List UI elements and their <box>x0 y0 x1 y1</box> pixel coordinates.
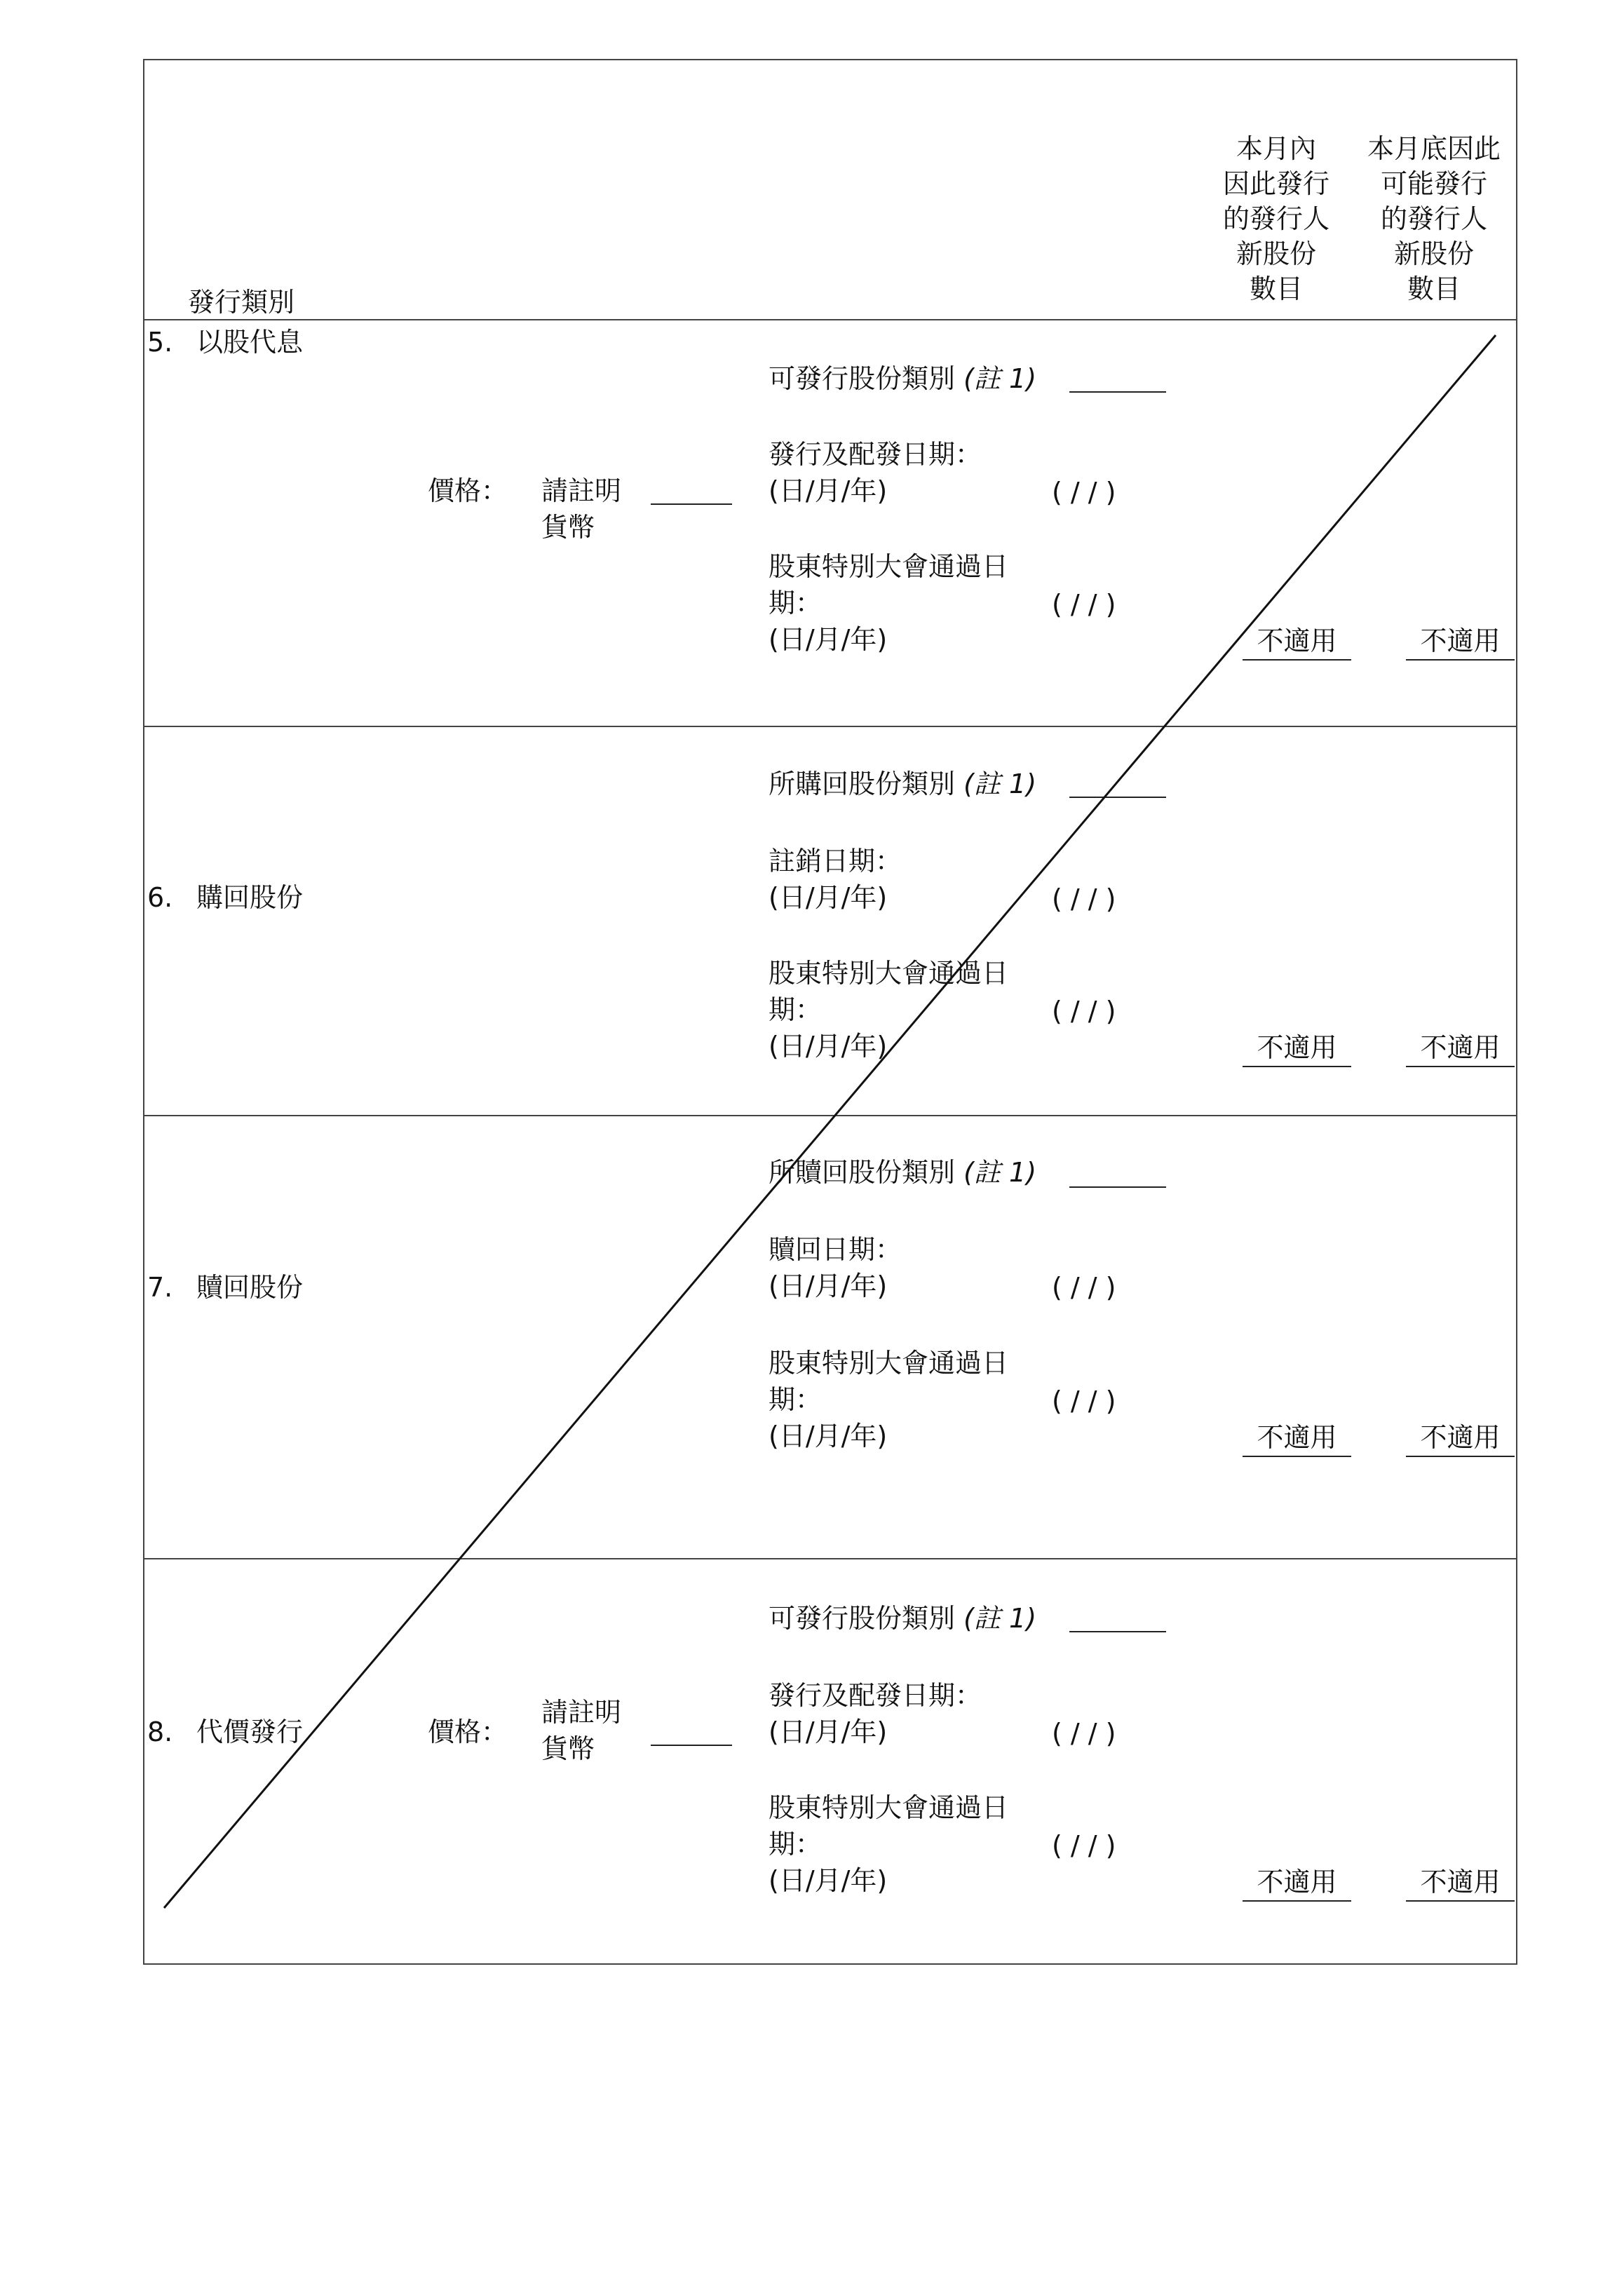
egm-date-field[interactable]: ( / / ) <box>1052 1830 1116 1861</box>
egm-date-format: (日/月/年) <box>769 1865 888 1896</box>
currency-note-line1: 請註明 <box>541 1697 622 1728</box>
currency-note-line2: 貨幣 <box>541 1733 595 1764</box>
egm-date-field[interactable]: ( / / ) <box>1052 589 1116 620</box>
section-name: 贖回股份 <box>196 1272 304 1303</box>
na-month-issued: 不適用 <box>1243 1864 1351 1902</box>
cancel-date-format: (日/月/年) <box>769 882 888 913</box>
section-name: 以股代息 <box>196 327 304 358</box>
price-label: 價格： <box>428 475 508 506</box>
egm-date-field[interactable]: ( / / ) <box>1052 996 1116 1027</box>
class-label: 可發行股份類別 (註 1) <box>769 363 1037 394</box>
cancel-date-label: 註銷日期： <box>769 846 902 876</box>
issue-date-label: 發行及配發日期： <box>769 439 982 470</box>
currency-note-line1: 請註明 <box>541 475 622 506</box>
egm-date-field[interactable]: ( / / ) <box>1052 1386 1116 1416</box>
egm-date-label: 股東特別大會通過日 <box>769 958 1009 989</box>
egm-date-label-cont: 期： <box>769 1384 823 1415</box>
section-name: 購回股份 <box>196 882 304 913</box>
na-month-issued: 不適用 <box>1243 1029 1351 1067</box>
class-label: 所購回股份類別 (註 1) <box>769 769 1037 799</box>
redeem-date-label: 贖回日期： <box>769 1234 902 1265</box>
category-header: 發行類別 <box>188 287 295 318</box>
section-number: 8. <box>147 1717 173 1747</box>
na-month-end: 不適用 <box>1406 623 1515 661</box>
egm-date-label: 股東特別大會通過日 <box>769 551 1009 582</box>
class-label: 可發行股份類別 (註 1) <box>769 1603 1037 1634</box>
note-ref: (註 1) <box>963 363 1037 394</box>
redeem-date-field[interactable]: ( / / ) <box>1052 1272 1116 1303</box>
section-number: 7. <box>147 1272 173 1303</box>
issue-date-format: (日/月/年) <box>769 475 888 506</box>
section-name: 代價發行 <box>196 1717 304 1747</box>
section-number: 6. <box>147 882 173 913</box>
egm-date-label-cont: 期： <box>769 994 823 1025</box>
note-ref: (註 1) <box>963 1157 1037 1188</box>
redeem-date-format: (日/月/年) <box>769 1271 888 1301</box>
note-ref: (註 1) <box>963 769 1037 799</box>
egm-date-label: 股東特別大會通過日 <box>769 1348 1009 1379</box>
egm-date-format: (日/月/年) <box>769 624 888 655</box>
na-month-end: 不適用 <box>1406 1419 1515 1457</box>
egm-date-label-cont: 期： <box>769 1829 823 1860</box>
egm-date-format: (日/月/年) <box>769 1031 888 1062</box>
currency-note-line2: 貨幣 <box>541 512 595 543</box>
issue-date-format: (日/月/年) <box>769 1717 888 1747</box>
na-month-issued: 不適用 <box>1243 623 1351 661</box>
cancel-date-field[interactable]: ( / / ) <box>1052 884 1116 914</box>
na-month-issued: 不適用 <box>1243 1419 1351 1457</box>
na-month-end: 不適用 <box>1406 1029 1515 1067</box>
egm-date-label: 股東特別大會通過日 <box>769 1792 1009 1823</box>
price-label: 價格： <box>428 1717 508 1747</box>
section-number: 5. <box>147 327 173 358</box>
egm-date-label-cont: 期： <box>769 588 823 618</box>
issue-date-field[interactable]: ( / / ) <box>1052 1718 1116 1749</box>
issue-date-label: 發行及配發日期： <box>769 1680 982 1711</box>
egm-date-format: (日/月/年) <box>769 1421 888 1451</box>
class-label: 所贖回股份類別 (註 1) <box>769 1157 1037 1188</box>
note-ref: (註 1) <box>963 1603 1037 1634</box>
na-month-end: 不適用 <box>1406 1864 1515 1902</box>
issue-date-field[interactable]: ( / / ) <box>1052 477 1116 508</box>
